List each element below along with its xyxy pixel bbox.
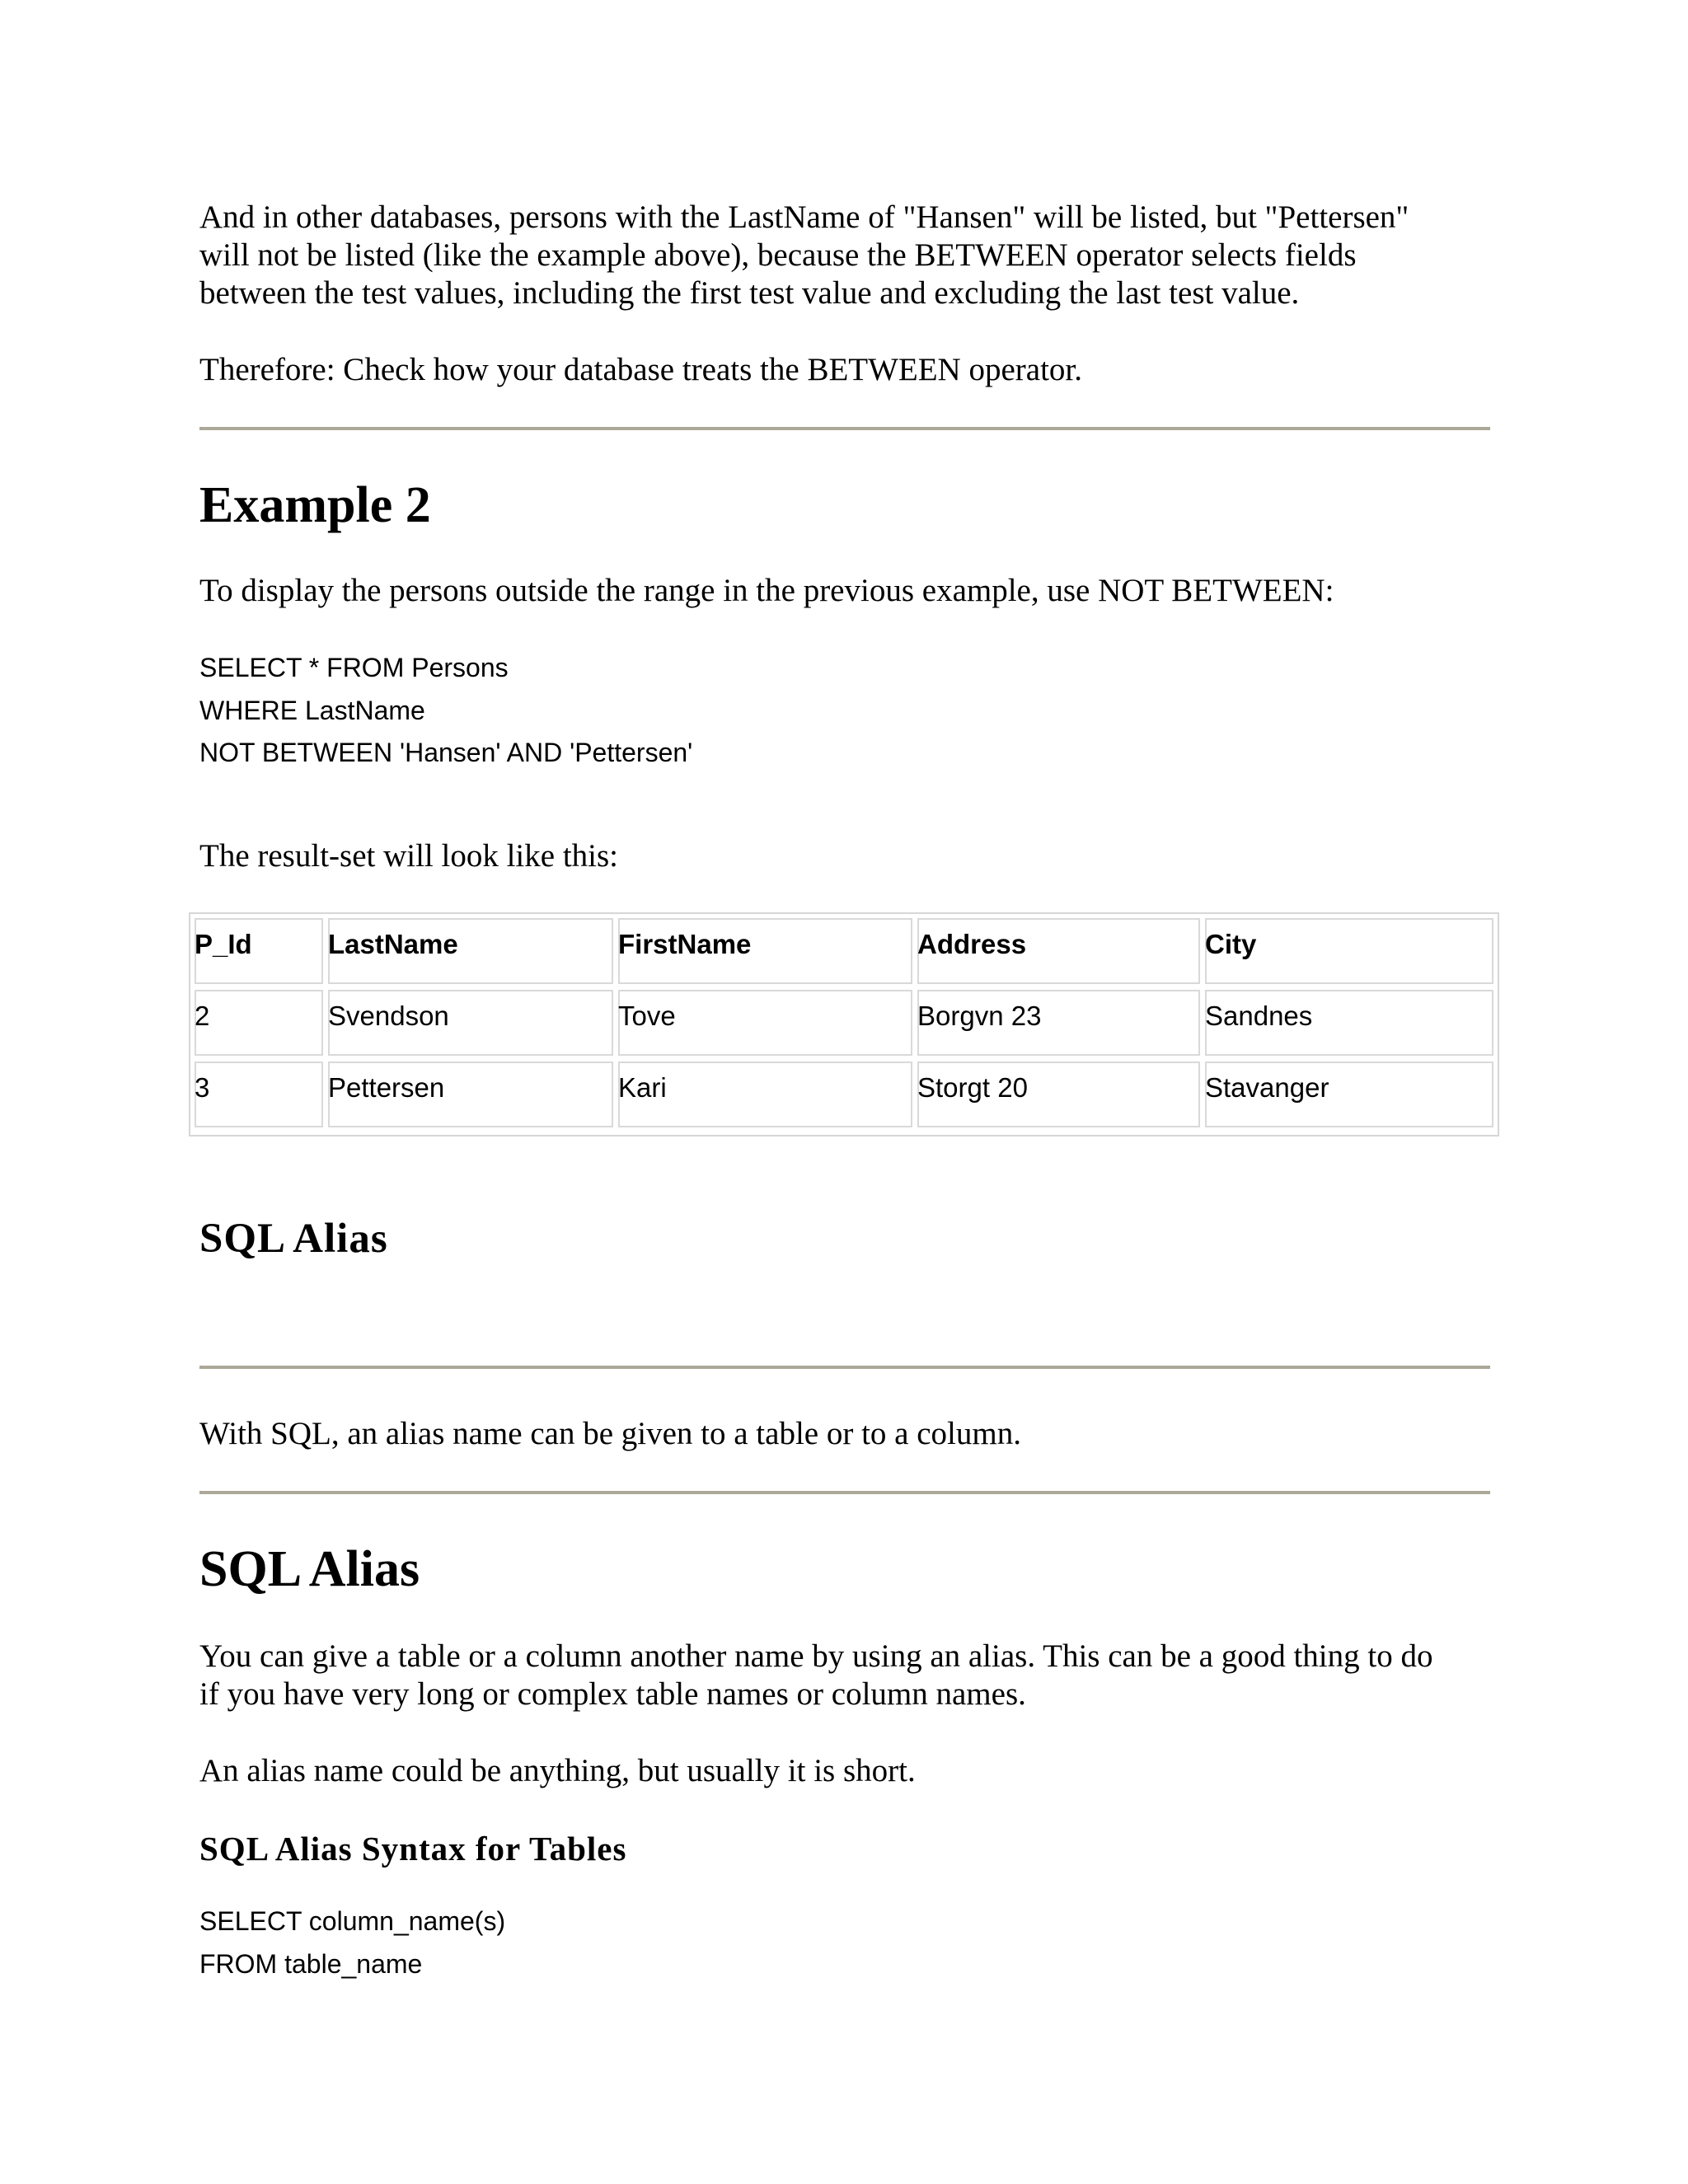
intro-line: between the test values, including the first test value and excluding the last test value.: [199, 275, 1300, 311]
table-cell-text: Storgt 20: [917, 1072, 1028, 1103]
table-cell: [1205, 990, 1493, 1056]
horizontal-rule: [199, 1491, 1490, 1494]
table-cell: [328, 990, 613, 1056]
table-header-cell: [618, 918, 912, 984]
table-header-text: P_Id: [195, 929, 252, 959]
table-header-text: FirstName: [618, 929, 752, 959]
code-line: WHERE LastName: [199, 695, 425, 725]
code-line: NOT BETWEEN 'Hansen' AND 'Pettersen': [199, 738, 693, 767]
table-header-cell: [917, 918, 1200, 984]
table-cell-text: Kari: [618, 1072, 667, 1103]
table-cell: [917, 990, 1200, 1056]
table-header-text: LastName: [328, 929, 458, 959]
table-header-cell: [328, 918, 613, 984]
table-header-cell: [1205, 918, 1493, 984]
alias-syntax-tables-heading: SQL Alias Syntax for Tables: [199, 1830, 627, 1868]
alias-short-note: An alias name could be anything, but usually it is short.: [199, 1753, 916, 1788]
code-line: SELECT * FROM Persons: [199, 653, 509, 682]
table-header-text: City: [1205, 929, 1257, 959]
intro-paragraph: [199, 199, 1493, 312]
alias-syntax-code-block: [199, 1900, 505, 1985]
alias-summary: With SQL, an alias name can be given to a table or to a column.: [199, 1416, 1021, 1451]
table-cell: [917, 1062, 1200, 1127]
intro-line: And in other databases, persons with the LastName of "Hansen" will be listed, but "Pettersen": [199, 199, 1409, 235]
result-table: [189, 912, 1499, 1137]
intro-line: will not be listed (like the example above), because the BETWEEN operator selects fields: [199, 237, 1357, 273]
table-cell-text: 3: [195, 1072, 210, 1103]
table-cell: [618, 990, 912, 1056]
table-cell: [1205, 1062, 1493, 1127]
table-cell-text: Borgvn 23: [917, 1001, 1042, 1031]
table-cell: [618, 1062, 912, 1127]
alias-description-line: if you have very long or complex table names or column names.: [199, 1676, 1026, 1712]
table-cell-text: Svendson: [328, 1001, 449, 1031]
horizontal-rule: [199, 427, 1490, 430]
sql-alias-heading: SQL Alias: [199, 1541, 420, 1597]
table-cell-text: 2: [195, 1001, 210, 1031]
table-cell: [328, 1062, 613, 1127]
example-2-code-block: [199, 647, 692, 775]
example-2-heading: Example 2: [199, 477, 431, 533]
table-cell-text: Pettersen: [328, 1072, 445, 1103]
result-intro: The result-set will look like this:: [199, 838, 619, 874]
table-cell: [195, 990, 323, 1056]
table-cell-text: Stavanger: [1205, 1072, 1329, 1103]
alias-description-line: You can give a table or a column another name by using an alias. This can be a good thing to do: [199, 1638, 1433, 1674]
example-2-description: To display the persons outside the range in the previous example, use NOT BETWEEN:: [199, 573, 1334, 608]
table-cell-text: Sandnes: [1205, 1001, 1313, 1031]
table-header-cell: [195, 918, 323, 984]
table-cell-text: Tove: [618, 1001, 676, 1031]
table-cell: [195, 1062, 323, 1127]
horizontal-rule: [199, 1366, 1490, 1369]
code-line: SELECT column_name(s): [199, 1906, 506, 1936]
therefore-paragraph: Therefore: Check how your database treats the BETWEEN operator.: [199, 352, 1082, 387]
sql-alias-section-title: SQL Alias: [199, 1216, 388, 1262]
table-header-text: Address: [917, 929, 1027, 959]
code-line: FROM table_name: [199, 1948, 423, 1979]
alias-description: [199, 1638, 1493, 1713]
